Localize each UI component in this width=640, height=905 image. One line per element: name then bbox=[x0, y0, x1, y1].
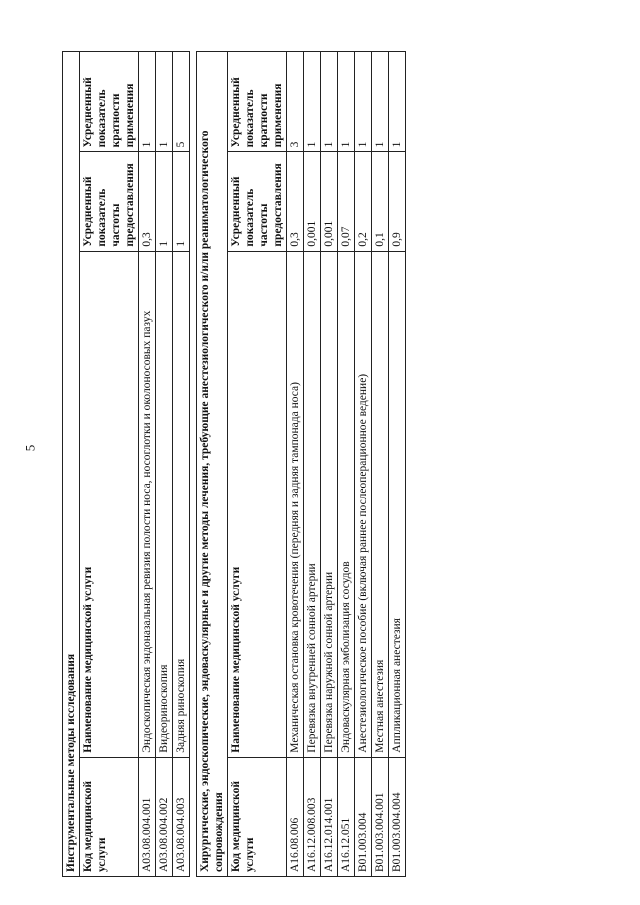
service-code: B01.003.004.001 bbox=[372, 757, 389, 876]
table-row bbox=[338, 52, 355, 877]
frequency-value: 0,9 bbox=[389, 152, 406, 251]
service-code: A16.12.014.001 bbox=[321, 757, 338, 876]
multiplicity-value: 1 bbox=[389, 52, 406, 152]
service-name: Перевязка наружной сонной артерии bbox=[321, 251, 338, 757]
multiplicity-value: 1 bbox=[304, 52, 321, 152]
service-name: Задняя риноскопия bbox=[173, 251, 190, 757]
header-multiplicity: Усредненный показатель кратности применения bbox=[80, 52, 139, 152]
table-row bbox=[173, 52, 190, 877]
table-row bbox=[372, 52, 389, 877]
section-title-surgical: Хирургические, эндоскопические, эндоваскулярные и другие методы лечения, требующие анестезиологического и/или реаниматологического сопровождения bbox=[196, 51, 227, 877]
service-name: Видеориноскопия bbox=[156, 251, 173, 757]
multiplicity-value: 1 bbox=[372, 52, 389, 152]
service-code: A03.08.004.002 bbox=[156, 757, 173, 876]
header-name: Наименование медицинской услуги bbox=[228, 251, 287, 757]
multiplicity-value: 3 bbox=[287, 52, 304, 152]
table-row bbox=[304, 52, 321, 877]
frequency-value: 0,2 bbox=[355, 152, 372, 251]
multiplicity-value: 1 bbox=[355, 52, 372, 152]
header-frequency: Усредненный показатель частоты предоставления bbox=[80, 152, 139, 251]
service-code: A16.08.006 bbox=[287, 757, 304, 876]
table-row bbox=[139, 52, 156, 877]
frequency-value: 1 bbox=[173, 152, 190, 251]
service-code: A16.12.051 bbox=[338, 757, 355, 876]
service-name: Механическая остановка кровотечения (передняя и задняя тампонада носа) bbox=[287, 251, 304, 757]
surgical-methods-table bbox=[227, 51, 406, 877]
section-title-instrumental: Инструментальные методы исследования bbox=[62, 51, 79, 877]
frequency-value: 0,001 bbox=[321, 152, 338, 251]
service-name: Анестезиологическое пособие (включая раннее послеоперационное ведение) bbox=[355, 251, 372, 757]
table-row bbox=[355, 52, 372, 877]
service-code: B01.003.004.004 bbox=[389, 757, 406, 876]
frequency-value: 0,07 bbox=[338, 152, 355, 251]
service-name: Эндоскопическая эндоназальная ревизия полости носа, носоглотки и околоносовых пазух bbox=[139, 251, 156, 757]
service-name: Местная анестезия bbox=[372, 251, 389, 757]
frequency-value: 0,001 bbox=[304, 152, 321, 251]
table-row bbox=[321, 52, 338, 877]
service-name: Аппликационная анестезия bbox=[389, 251, 406, 757]
header-code: Код медицинской услуги bbox=[80, 757, 139, 876]
table-row bbox=[156, 52, 173, 877]
multiplicity-value: 5 bbox=[173, 52, 190, 152]
multiplicity-value: 1 bbox=[139, 52, 156, 152]
table-row bbox=[389, 52, 406, 877]
instrumental-methods-table bbox=[79, 51, 190, 877]
table-header-row bbox=[228, 52, 287, 877]
header-frequency: Усредненный показатель частоты предоставления bbox=[228, 152, 287, 251]
service-code: A03.08.004.003 bbox=[173, 757, 190, 876]
multiplicity-value: 1 bbox=[321, 52, 338, 152]
page-number: 5 bbox=[22, 444, 38, 452]
service-code: B01.003.004 bbox=[355, 757, 372, 876]
multiplicity-value: 1 bbox=[338, 52, 355, 152]
header-name: Наименование медицинской услуги bbox=[80, 251, 139, 757]
frequency-value: 0,1 bbox=[372, 152, 389, 251]
table-row bbox=[287, 52, 304, 877]
frequency-value: 1 bbox=[156, 152, 173, 251]
service-name: Перевязка внутренней сонной артерии bbox=[304, 251, 321, 757]
service-name: Эндоваскулярная эмболизация сосудов bbox=[338, 251, 355, 757]
frequency-value: 0,3 bbox=[287, 152, 304, 251]
multiplicity-value: 1 bbox=[156, 52, 173, 152]
header-multiplicity: Усредненный показатель кратности применения bbox=[228, 52, 287, 152]
service-code: A03.08.004.001 bbox=[139, 757, 156, 876]
frequency-value: 0,3 bbox=[139, 152, 156, 251]
header-code: Код медицинской услуги bbox=[228, 757, 287, 876]
service-code: A16.12.008.003 bbox=[304, 757, 321, 876]
table-header-row bbox=[80, 52, 139, 877]
rotated-page-content bbox=[62, 51, 406, 877]
